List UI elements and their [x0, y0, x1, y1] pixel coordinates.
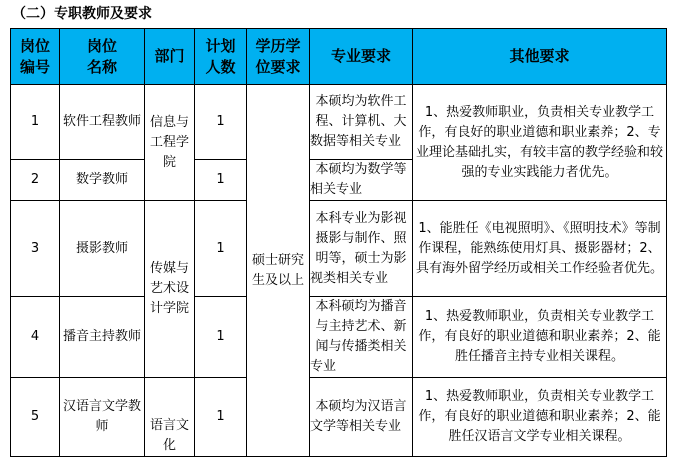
- table-row: [11, 201, 667, 297]
- row-name: 软件工程教师: [60, 85, 145, 160]
- other-requirements-3: 1、能胜任《电视照明》、《照明技术》等制作课程，能熟练使用灯具、摄影器材；2、具有海外留学经历或相关工作经验者优先。: [413, 201, 667, 297]
- other-requirements-4: 1、热爱教师职业，负责相关专业教学工作，有良好的职业道德和职业素养；2、能胜任播音主持专业相关课程。: [413, 297, 667, 378]
- row-major: 本硕均为数学等相关专业: [310, 160, 413, 201]
- dept-lang: [145, 378, 195, 457]
- recruitment-table: [10, 28, 667, 457]
- other-requirements-1-2: 1、热爱教师职业，负责相关专业教学工作，有良好的职业道德和职业素养；2、专业理论基础扎实，有较丰富的教学经验和较强的专业实践能力者优先。: [413, 85, 667, 201]
- row-count: 1: [195, 85, 247, 160]
- edu-requirement: [247, 85, 310, 457]
- row-major: 本科硕均为播音与主持艺术、新闻与传播类相关专业: [310, 297, 413, 378]
- row-count: 1: [195, 201, 247, 297]
- row-major: 本硕均为汉语言文学等相关专业: [310, 378, 413, 457]
- other-requirements-5: 1、热爱教师职业，负责相关专业教学工作，有良好的职业道德和职业素养；2、能胜任汉语言文学专业相关课程。: [413, 378, 667, 457]
- row-id: 4: [11, 297, 60, 378]
- section-title: （二）专职教师及要求: [12, 6, 152, 22]
- row-count: 1: [195, 378, 247, 457]
- table-row: [11, 297, 667, 378]
- edu-requirement-text: 硕士研究生及以上: [251, 252, 304, 288]
- row-count: 1: [195, 297, 247, 378]
- table-header-row: [11, 29, 667, 85]
- row-major: 本科专业为影视摄影与制作、照明等，硕士为影视类相关专业: [310, 201, 413, 297]
- row-id: 3: [11, 201, 60, 297]
- dept-lang-text: 语言文化: [149, 418, 189, 453]
- header-id: 岗位编号: [11, 29, 60, 85]
- header-count: 计划人数: [195, 29, 247, 85]
- row-id: 5: [11, 378, 60, 457]
- header-name: 岗位名称: [60, 29, 145, 85]
- row-name: 数学教师: [60, 160, 145, 201]
- header-dept: 部门: [145, 29, 195, 85]
- row-major: 本硕均为软件工程、计算机、大数据等相关专业: [310, 85, 413, 160]
- row-name: 播音主持教师: [60, 297, 145, 378]
- row-name: 摄影教师: [60, 201, 145, 297]
- header-other: 其他要求: [413, 29, 667, 85]
- table-row: [11, 378, 667, 446]
- table-row: [11, 85, 667, 160]
- row-count: 1: [195, 160, 247, 201]
- header-edu: 学历学位要求: [247, 29, 310, 85]
- dept-media: 传媒与艺术设计学院: [145, 201, 195, 378]
- row-name: 汉语言文学教师: [60, 378, 145, 457]
- row-id: 2: [11, 160, 60, 201]
- header-major: 专业要求: [310, 29, 413, 85]
- dept-info: 信息与工程学院: [145, 85, 195, 201]
- row-id: 1: [11, 85, 60, 160]
